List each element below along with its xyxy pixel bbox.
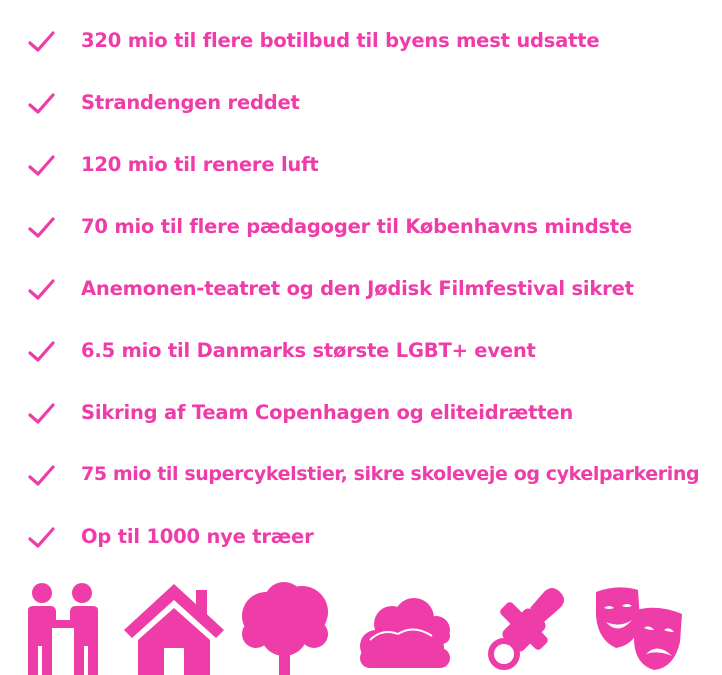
check-icon [28, 464, 56, 488]
handshake-icon [22, 580, 104, 675]
check-icon [28, 30, 56, 54]
pacifier-icon [480, 580, 572, 675]
item-label: 6.5 mio til Danmarks største LGBT+ event [81, 339, 536, 362]
check-icon [28, 92, 56, 116]
list-item [0, 394, 722, 434]
tree-icon [238, 580, 332, 675]
item-label: 75 mio til supercykelstier, sikre skoleveje og cykelparkering [81, 463, 700, 485]
item-label: 120 mio til renere luft [81, 153, 319, 176]
check-icon [28, 216, 56, 240]
list-item [0, 84, 722, 124]
theater-masks-icon [592, 580, 688, 675]
item-label: Anemonen-teatret og den Jødisk Filmfestival sikret [81, 277, 634, 300]
check-icon [28, 278, 56, 302]
item-label: 70 mio til flere pædagoger til Københavns mindste [81, 215, 633, 238]
item-label: Op til 1000 nye træer [81, 525, 314, 548]
cloud-icon [352, 580, 460, 675]
check-icon [28, 340, 56, 364]
list-item [0, 456, 722, 496]
house-icon [122, 580, 226, 675]
item-label: Sikring af Team Copenhagen og eliteidrætten [81, 401, 574, 424]
icon-row [0, 580, 722, 675]
item-label: 320 mio til flere botilbud til byens mest udsatte [81, 29, 600, 52]
list-item [0, 146, 722, 186]
list-item [0, 518, 722, 558]
check-icon [28, 526, 56, 550]
check-icon [28, 154, 56, 178]
list-item [0, 270, 722, 310]
item-label: Strandengen reddet [81, 91, 300, 114]
check-icon [28, 402, 56, 426]
list-item [0, 208, 722, 248]
list-item [0, 22, 722, 62]
list-item [0, 332, 722, 372]
